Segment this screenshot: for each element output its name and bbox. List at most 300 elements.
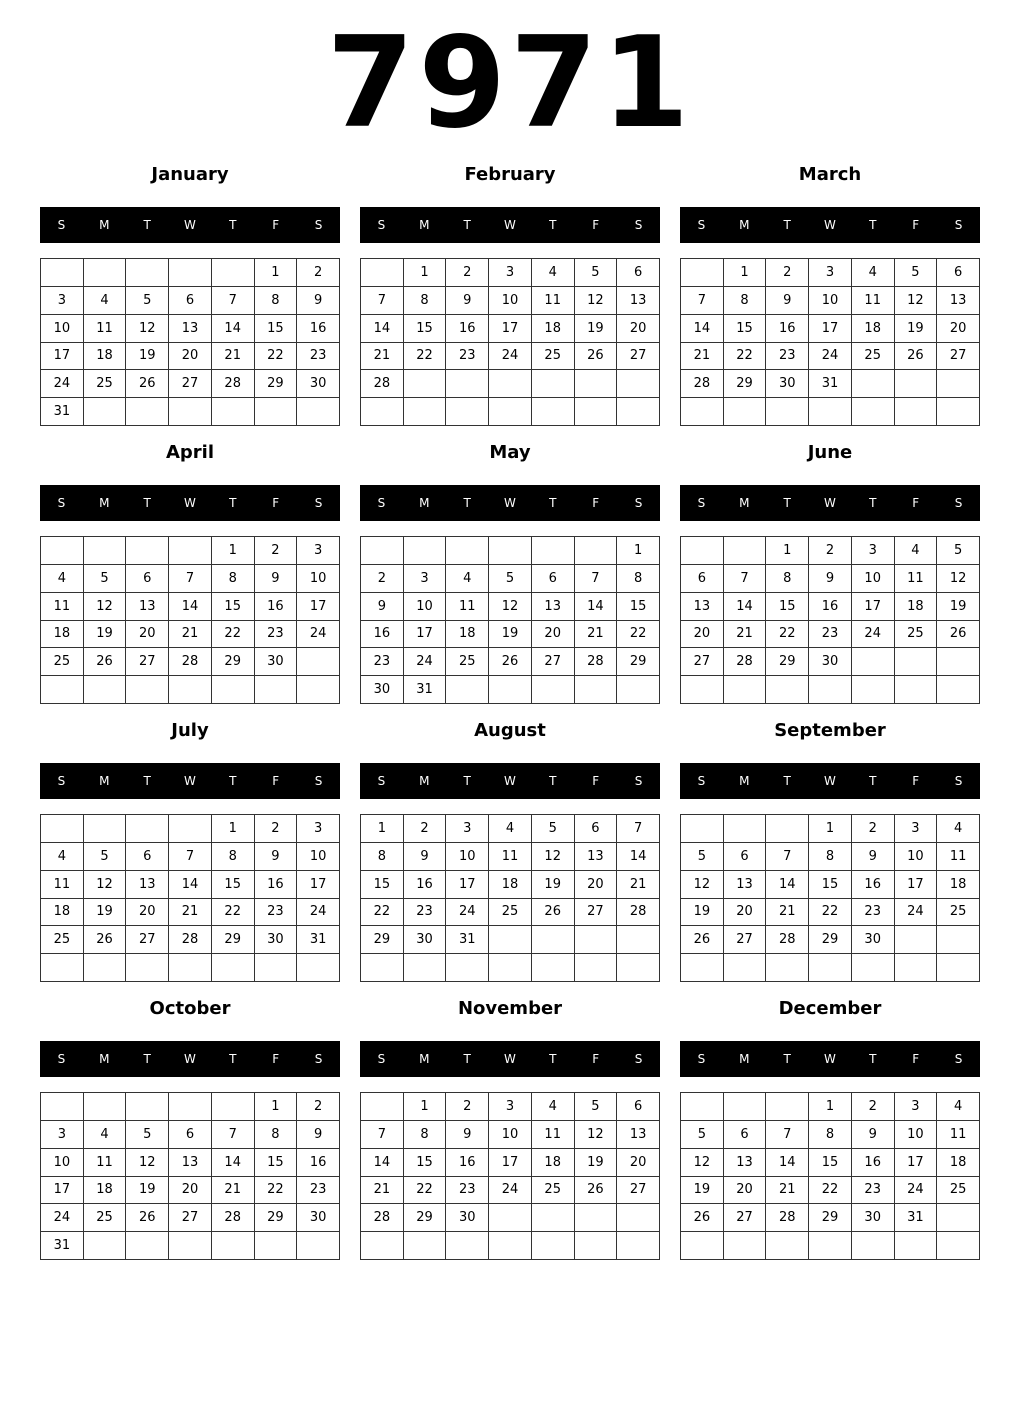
day-cell: 3	[895, 815, 938, 843]
weekday-label: M	[739, 218, 750, 232]
day-cell	[809, 676, 852, 704]
day-cell: 17	[852, 593, 895, 621]
day-cell: 3	[41, 1121, 84, 1149]
day-cell: 8	[255, 287, 298, 315]
month-july	[40, 716, 340, 986]
day-cell: 17	[41, 1177, 84, 1205]
day-cell: 10	[404, 593, 447, 621]
day-cell	[41, 259, 84, 287]
weekday-label: M	[99, 774, 110, 788]
day-cell: 12	[126, 315, 169, 343]
day-grid	[40, 536, 340, 704]
day-cell: 29	[809, 1204, 852, 1232]
day-grid	[360, 258, 660, 426]
day-cell: 16	[297, 315, 340, 343]
weekday-label: F	[272, 496, 280, 510]
day-cell: 15	[255, 315, 298, 343]
day-cell: 17	[297, 871, 340, 899]
month-november	[360, 994, 660, 1264]
day-cell	[766, 954, 809, 982]
day-cell: 2	[404, 815, 447, 843]
day-cell: 14	[617, 843, 660, 871]
month-name: April	[165, 442, 215, 463]
day-cell: 18	[937, 871, 980, 899]
day-cell	[126, 398, 169, 426]
day-cell: 29	[724, 370, 767, 398]
month-name: June	[807, 442, 853, 463]
day-cell: 22	[809, 899, 852, 927]
day-cell: 26	[489, 648, 532, 676]
day-cell: 16	[361, 621, 404, 649]
weekday-label: W	[184, 218, 196, 232]
day-cell: 8	[724, 287, 767, 315]
day-cell: 11	[895, 565, 938, 593]
day-cell: 13	[937, 287, 980, 315]
day-cell	[169, 398, 212, 426]
day-grid	[360, 536, 660, 704]
month-name: September	[774, 720, 886, 741]
day-cell	[212, 398, 255, 426]
day-cell: 16	[446, 1149, 489, 1177]
day-cell: 25	[852, 343, 895, 371]
day-cell: 8	[404, 287, 447, 315]
day-cell: 20	[617, 315, 660, 343]
day-cell: 29	[255, 1204, 298, 1232]
weekday-label: T	[869, 774, 877, 788]
day-cell: 12	[575, 287, 618, 315]
day-cell	[169, 1093, 212, 1121]
day-cell: 25	[446, 648, 489, 676]
day-cell	[84, 398, 127, 426]
day-cell	[212, 259, 255, 287]
day-cell	[532, 1232, 575, 1260]
month-may	[360, 438, 660, 708]
day-cell	[532, 676, 575, 704]
weekday-label: M	[419, 774, 430, 788]
day-cell: 17	[895, 1149, 938, 1177]
day-cell: 28	[212, 1204, 255, 1232]
day-cell: 25	[937, 1177, 980, 1205]
day-cell	[446, 1232, 489, 1260]
day-cell: 21	[766, 899, 809, 927]
day-cell: 2	[361, 565, 404, 593]
day-cell: 25	[41, 926, 84, 954]
weekday-label: T	[143, 774, 151, 788]
day-cell: 8	[766, 565, 809, 593]
weekday-label: T	[549, 1052, 557, 1066]
day-cell: 30	[446, 1204, 489, 1232]
weekday-label: T	[783, 774, 791, 788]
day-cell: 29	[809, 926, 852, 954]
day-cell: 30	[766, 370, 809, 398]
day-cell	[212, 1093, 255, 1121]
day-cell: 16	[852, 1149, 895, 1177]
day-cell: 24	[297, 621, 340, 649]
day-cell: 5	[84, 843, 127, 871]
day-cell: 27	[126, 926, 169, 954]
day-cell: 23	[255, 899, 298, 927]
day-cell: 18	[489, 871, 532, 899]
day-cell	[212, 676, 255, 704]
day-cell: 22	[766, 621, 809, 649]
weekday-label: T	[783, 218, 791, 232]
day-cell: 21	[361, 1177, 404, 1205]
day-cell	[681, 537, 724, 565]
day-cell: 29	[766, 648, 809, 676]
day-cell: 6	[724, 1121, 767, 1149]
day-cell: 23	[852, 899, 895, 927]
day-cell: 15	[617, 593, 660, 621]
day-cell: 23	[446, 343, 489, 371]
day-cell: 13	[169, 1149, 212, 1177]
day-cell: 26	[575, 343, 618, 371]
weekday-label: T	[783, 1052, 791, 1066]
day-cell	[489, 398, 532, 426]
day-cell: 26	[681, 926, 724, 954]
day-cell	[41, 676, 84, 704]
day-cell	[404, 954, 447, 982]
day-cell: 22	[361, 899, 404, 927]
weekday-label: W	[184, 774, 196, 788]
day-cell	[489, 1232, 532, 1260]
day-cell	[937, 398, 980, 426]
day-cell	[446, 537, 489, 565]
day-cell: 15	[361, 871, 404, 899]
day-cell	[681, 954, 724, 982]
day-cell: 11	[84, 315, 127, 343]
day-cell	[852, 398, 895, 426]
weekday-label: S	[954, 1052, 963, 1066]
day-cell: 25	[84, 1204, 127, 1232]
weekday-label: W	[504, 1052, 516, 1066]
day-cell	[41, 1093, 84, 1121]
day-cell: 4	[446, 565, 489, 593]
weekday-header-bar	[40, 1041, 340, 1077]
day-cell: 21	[212, 343, 255, 371]
weekday-label: W	[184, 1052, 196, 1066]
day-cell: 27	[532, 648, 575, 676]
weekday-label: W	[824, 774, 836, 788]
day-cell	[84, 537, 127, 565]
month-name: October	[149, 998, 231, 1019]
weekday-header-bar	[40, 763, 340, 799]
day-cell	[126, 537, 169, 565]
weekday-label: M	[419, 496, 430, 510]
day-cell: 28	[361, 370, 404, 398]
day-cell	[809, 398, 852, 426]
month-august	[360, 716, 660, 986]
day-cell: 12	[681, 1149, 724, 1177]
day-cell: 10	[41, 315, 84, 343]
day-cell: 22	[404, 1177, 447, 1205]
month-january	[40, 160, 340, 430]
day-cell: 5	[937, 537, 980, 565]
day-cell: 16	[446, 315, 489, 343]
weekday-label: T	[549, 496, 557, 510]
weekday-label: F	[592, 218, 600, 232]
day-cell: 19	[681, 1177, 724, 1205]
day-cell	[895, 676, 938, 704]
day-cell: 21	[575, 621, 618, 649]
day-cell: 31	[41, 1232, 84, 1260]
day-cell: 10	[809, 287, 852, 315]
day-cell	[169, 815, 212, 843]
weekday-label: S	[377, 218, 386, 232]
month-name: December	[778, 998, 882, 1019]
day-cell	[895, 370, 938, 398]
day-cell: 22	[212, 621, 255, 649]
weekday-header-bar	[360, 763, 660, 799]
day-cell: 26	[937, 621, 980, 649]
day-cell: 3	[41, 287, 84, 315]
day-cell: 20	[724, 899, 767, 927]
weekday-label: S	[57, 1052, 66, 1066]
day-cell: 1	[617, 537, 660, 565]
day-cell	[361, 1093, 404, 1121]
day-cell: 4	[41, 565, 84, 593]
day-cell: 14	[766, 871, 809, 899]
weekday-header-bar	[40, 207, 340, 243]
day-cell: 1	[404, 259, 447, 287]
weekday-label: S	[634, 218, 643, 232]
day-cell: 1	[724, 259, 767, 287]
weekday-label: S	[314, 218, 323, 232]
weekday-label: F	[912, 1052, 920, 1066]
day-cell	[404, 537, 447, 565]
day-cell	[169, 259, 212, 287]
weekday-label: T	[229, 496, 237, 510]
day-cell: 29	[404, 1204, 447, 1232]
month-october	[40, 994, 340, 1264]
day-cell: 11	[84, 1149, 127, 1177]
day-cell: 3	[297, 537, 340, 565]
day-cell	[852, 954, 895, 982]
day-cell	[852, 370, 895, 398]
day-cell: 23	[404, 899, 447, 927]
day-cell: 3	[489, 259, 532, 287]
weekday-label: S	[314, 774, 323, 788]
day-cell	[255, 954, 298, 982]
weekday-label: T	[229, 1052, 237, 1066]
day-cell: 30	[255, 648, 298, 676]
day-cell: 17	[41, 343, 84, 371]
day-cell: 31	[895, 1204, 938, 1232]
day-cell: 5	[575, 259, 618, 287]
weekday-label: S	[634, 1052, 643, 1066]
day-cell	[895, 926, 938, 954]
day-cell: 11	[41, 871, 84, 899]
day-cell: 20	[532, 621, 575, 649]
day-cell	[617, 398, 660, 426]
day-cell: 20	[724, 1177, 767, 1205]
day-cell: 27	[681, 648, 724, 676]
day-cell: 2	[852, 815, 895, 843]
day-cell: 11	[532, 287, 575, 315]
day-cell: 24	[489, 343, 532, 371]
day-cell: 11	[937, 843, 980, 871]
day-cell: 30	[361, 676, 404, 704]
day-cell: 2	[446, 259, 489, 287]
day-cell: 9	[297, 287, 340, 315]
day-cell: 15	[766, 593, 809, 621]
day-cell	[489, 954, 532, 982]
day-cell: 11	[489, 843, 532, 871]
day-cell: 11	[41, 593, 84, 621]
day-cell: 5	[489, 565, 532, 593]
weekday-label: T	[143, 218, 151, 232]
day-cell: 1	[404, 1093, 447, 1121]
day-cell	[895, 648, 938, 676]
day-cell: 25	[41, 648, 84, 676]
day-cell: 5	[681, 1121, 724, 1149]
day-cell: 21	[169, 899, 212, 927]
day-cell	[532, 926, 575, 954]
day-cell: 21	[617, 871, 660, 899]
weekday-label: S	[57, 496, 66, 510]
day-cell: 2	[255, 815, 298, 843]
day-cell: 30	[404, 926, 447, 954]
weekday-label: T	[463, 1052, 471, 1066]
day-cell: 11	[937, 1121, 980, 1149]
day-cell: 24	[404, 648, 447, 676]
day-cell: 16	[255, 593, 298, 621]
weekday-label: S	[697, 218, 706, 232]
day-cell: 27	[724, 1204, 767, 1232]
day-cell: 18	[84, 1177, 127, 1205]
day-cell: 10	[489, 287, 532, 315]
day-cell: 17	[489, 315, 532, 343]
day-cell	[212, 1232, 255, 1260]
day-cell	[575, 954, 618, 982]
day-cell: 25	[84, 370, 127, 398]
day-cell: 31	[446, 926, 489, 954]
day-grid	[40, 1092, 340, 1260]
day-cell	[724, 398, 767, 426]
day-cell: 9	[446, 1121, 489, 1149]
day-cell: 4	[532, 259, 575, 287]
day-cell: 2	[852, 1093, 895, 1121]
day-cell: 4	[937, 1093, 980, 1121]
day-cell: 18	[852, 315, 895, 343]
day-cell	[404, 398, 447, 426]
day-cell	[212, 954, 255, 982]
day-cell	[575, 398, 618, 426]
day-cell	[126, 815, 169, 843]
day-cell: 22	[404, 343, 447, 371]
day-cell: 25	[532, 343, 575, 371]
day-cell: 3	[852, 537, 895, 565]
day-cell: 7	[575, 565, 618, 593]
day-cell: 21	[169, 621, 212, 649]
day-cell	[361, 1232, 404, 1260]
day-grid	[680, 536, 980, 704]
day-cell	[126, 676, 169, 704]
day-cell: 13	[617, 1121, 660, 1149]
weekday-label: T	[783, 496, 791, 510]
day-cell	[297, 1232, 340, 1260]
weekday-label: S	[954, 774, 963, 788]
day-cell: 28	[169, 648, 212, 676]
day-cell	[84, 676, 127, 704]
day-cell: 30	[852, 926, 895, 954]
day-cell: 22	[724, 343, 767, 371]
day-cell: 19	[126, 1177, 169, 1205]
day-cell: 22	[617, 621, 660, 649]
day-cell: 6	[681, 565, 724, 593]
day-cell: 14	[212, 1149, 255, 1177]
day-cell: 19	[575, 1149, 618, 1177]
day-cell: 28	[766, 1204, 809, 1232]
weekday-header-bar	[40, 485, 340, 521]
day-cell: 30	[255, 926, 298, 954]
day-cell: 4	[84, 287, 127, 315]
month-march	[680, 160, 980, 430]
day-cell	[361, 954, 404, 982]
day-cell: 11	[446, 593, 489, 621]
day-cell	[766, 398, 809, 426]
day-cell: 4	[489, 815, 532, 843]
weekday-label: S	[57, 774, 66, 788]
day-cell: 2	[297, 259, 340, 287]
day-cell: 14	[169, 871, 212, 899]
day-cell: 20	[617, 1149, 660, 1177]
day-cell: 19	[895, 315, 938, 343]
day-cell: 12	[575, 1121, 618, 1149]
day-cell: 19	[681, 899, 724, 927]
day-cell: 5	[532, 815, 575, 843]
weekday-label: S	[377, 1052, 386, 1066]
weekday-label: M	[99, 496, 110, 510]
day-cell: 13	[575, 843, 618, 871]
day-cell: 28	[681, 370, 724, 398]
day-cell: 12	[489, 593, 532, 621]
day-cell: 31	[41, 398, 84, 426]
day-cell: 18	[446, 621, 489, 649]
weekday-label: T	[869, 496, 877, 510]
day-cell: 12	[84, 871, 127, 899]
day-cell: 23	[255, 621, 298, 649]
day-cell: 16	[766, 315, 809, 343]
day-cell	[575, 926, 618, 954]
day-cell: 10	[852, 565, 895, 593]
day-cell	[575, 537, 618, 565]
weekday-header-bar	[360, 1041, 660, 1077]
day-cell: 19	[84, 621, 127, 649]
day-cell	[532, 954, 575, 982]
day-cell: 28	[617, 899, 660, 927]
weekday-label: T	[869, 1052, 877, 1066]
month-name: February	[464, 164, 556, 185]
weekday-label: F	[592, 774, 600, 788]
weekday-label: S	[697, 1052, 706, 1066]
day-cell: 18	[532, 1149, 575, 1177]
day-cell: 7	[617, 815, 660, 843]
month-name: May	[489, 442, 531, 463]
day-cell	[126, 1232, 169, 1260]
day-cell: 23	[297, 1177, 340, 1205]
weekday-label: M	[99, 1052, 110, 1066]
day-grid	[360, 1092, 660, 1260]
day-grid	[680, 1092, 980, 1260]
weekday-label: F	[912, 218, 920, 232]
day-cell	[255, 1232, 298, 1260]
day-cell: 18	[41, 621, 84, 649]
day-cell: 30	[297, 370, 340, 398]
day-cell	[489, 1204, 532, 1232]
day-cell: 26	[84, 926, 127, 954]
day-cell	[404, 1232, 447, 1260]
day-cell: 22	[255, 1177, 298, 1205]
